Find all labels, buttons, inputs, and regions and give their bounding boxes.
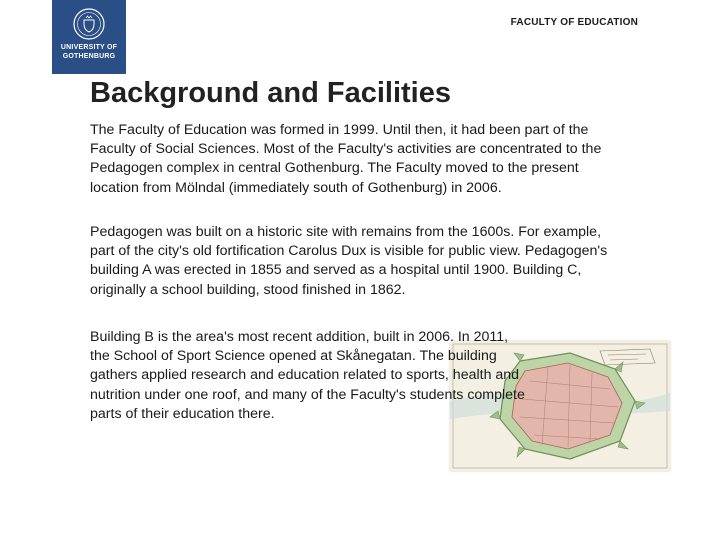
faculty-heading: FACULTY OF EDUCATION <box>510 17 638 28</box>
page-title: Background and Facilities <box>90 77 451 109</box>
paragraph-pedagogen: Pedagogen was built on a historic site with remains from the 1600s. For example, part of the city's old fortification Carolus Dux is visible for public view. Pedagogen's building A was erected in 1855 and served as a hospital until 1900. Building C, originally a school building, stood finished in 1862. <box>90 224 608 298</box>
logo-line-1: UNIVERSITY OF <box>60 44 118 51</box>
university-seal-icon <box>73 8 105 40</box>
university-name <box>52 43 126 61</box>
logo-line-2: GOTHENBURG <box>62 53 116 60</box>
paragraph-building-b: Building B is the area's most recent addition, built in 2006. In 2011, the School of Sport Science opened at Skånegatan. The building gathers applied research and education related to sports, health and nutrition under one roof, and many of the Faculty's students complete parts of their education there. <box>90 329 525 422</box>
university-logo <box>52 0 126 74</box>
paragraph-history: The Faculty of Education was formed in 1999. Until then, it had been part of the Faculty of Social Sciences. Most of the Faculty's activities are concentrated to the Pedagogen complex in central Gothenburg. The Faculty moved to the present location from Mölndal (immediately south of Gothenburg) in 2006. <box>90 122 602 196</box>
